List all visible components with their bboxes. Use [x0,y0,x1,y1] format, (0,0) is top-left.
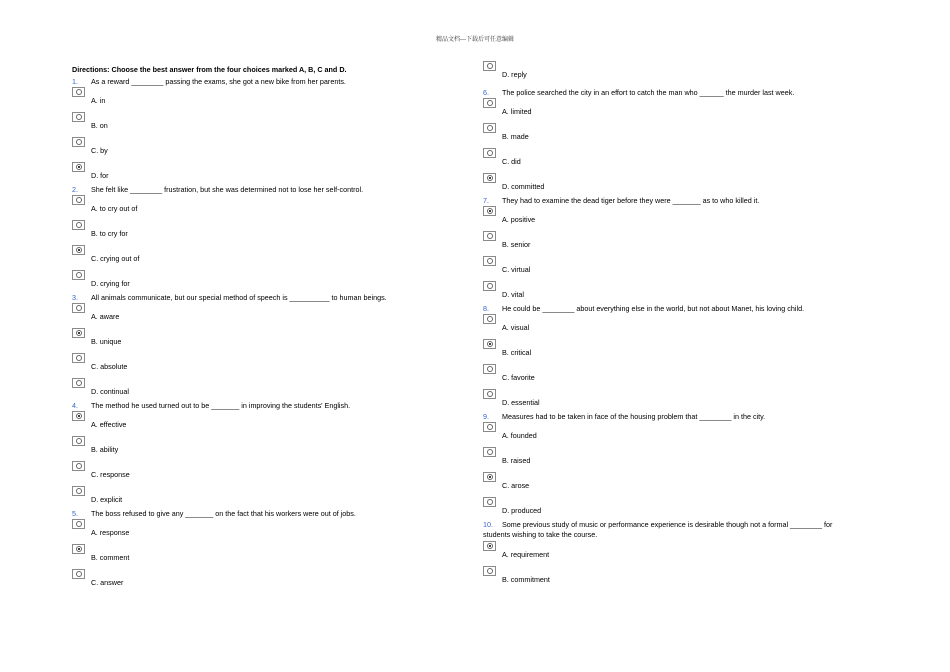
answer-radio-q10-a[interactable] [483,541,496,551]
option-label: B. senior [502,240,531,249]
radio-circle-icon [76,355,82,361]
question-stem: They had to examine the dead tiger before they were _______ as to who killed it. [502,196,760,205]
radio-circle-icon [487,499,493,505]
question-number: 4. [72,401,78,410]
radio-circle-icon [76,571,82,577]
option-label: D. committed [502,182,545,191]
option-label: B. raised [502,456,531,465]
option-label: D. reply [502,70,527,79]
answer-radio-q3-b[interactable] [72,328,85,338]
radio-circle-icon [76,305,82,311]
answer-radio-q1-a[interactable] [72,87,85,97]
question-number: 5. [72,509,78,518]
question-number: 9. [483,412,489,421]
answer-radio-q6-a[interactable] [483,98,496,108]
radio-circle-icon [76,521,82,527]
option-label: B. on [91,121,108,130]
question-stem: All animals communicate, but our special method of speech is __________ to human beings. [91,293,387,302]
radio-circle-icon [76,330,82,336]
radio-circle-icon [76,222,82,228]
option-label: D. vital [502,290,524,299]
radio-circle-icon [487,474,493,480]
radio-circle-icon [76,197,82,203]
answer-radio-q4-b[interactable] [72,436,85,446]
option-label: B. unique [91,337,122,346]
option-label: B. commitment [502,575,550,584]
radio-circle-icon [487,233,493,239]
answer-radio-q5-d[interactable] [483,61,496,71]
answer-radio-q7-c[interactable] [483,256,496,266]
option-label: C. response [91,470,130,479]
page-header: 精品文档---下载后可任意编辑 [435,36,515,43]
question-text-continued: students wishing to take the course. [483,530,598,539]
option-label: D. crying for [91,279,130,288]
answer-radio-q2-a[interactable] [72,195,85,205]
radio-circle-icon [76,488,82,494]
radio-circle-icon [76,247,82,253]
answer-radio-q4-d[interactable] [72,486,85,496]
answer-radio-q1-c[interactable] [72,137,85,147]
answer-radio-q6-c[interactable] [483,148,496,158]
option-label: A. founded [502,431,537,440]
answer-radio-q7-b[interactable] [483,231,496,241]
option-label: D. continual [91,387,129,396]
answer-radio-q1-d[interactable] [72,162,85,172]
question-stem: She felt like ________ frustration, but she was determined not to lose her self-control. [91,185,364,194]
answer-radio-q6-b[interactable] [483,123,496,133]
question-stem: The method he used turned out to be _______ in improving the students' English. [91,401,351,410]
question-text [72,185,363,194]
answer-radio-q1-b[interactable] [72,112,85,122]
answer-radio-q4-c[interactable] [72,461,85,471]
radio-circle-icon [76,139,82,145]
answer-radio-q2-b[interactable] [72,220,85,230]
question-stem: Measures had to be taken in face of the housing problem that ________ in the city. [502,412,766,421]
radio-circle-icon [76,272,82,278]
radio-circle-icon [487,391,493,397]
option-label: A. response [91,528,130,537]
option-label: A. effective [91,420,127,429]
answer-radio-q2-d[interactable] [72,270,85,280]
option-label: B. ability [91,445,119,454]
question-number: 7. [483,196,489,205]
radio-circle-icon [487,208,493,214]
option-label: B. comment [91,553,130,562]
question-stem: As a reward ________ passing the exams, she got a new bike from her parents. [91,77,346,86]
question-text [483,196,759,205]
answer-radio-q10-b[interactable] [483,566,496,576]
option-label: D. essential [502,398,540,407]
question-text [483,88,794,97]
answer-radio-q8-b[interactable] [483,339,496,349]
answer-radio-q9-c[interactable] [483,472,496,482]
question-number: 2. [72,185,78,194]
option-label: A. limited [502,107,532,116]
radio-circle-icon [487,568,493,574]
radio-circle-icon [487,150,493,156]
radio-circle-icon [487,424,493,430]
question-stem: He could be ________ about everything else in the world, but not about Manet, his loving child. [502,304,805,313]
option-label: C. answer [91,578,124,587]
radio-circle-icon [487,258,493,264]
answer-radio-q9-b[interactable] [483,447,496,457]
answer-radio-q9-d[interactable] [483,497,496,507]
question-number: 1. [72,77,78,86]
radio-circle-icon [76,546,82,552]
answer-radio-q3-a[interactable] [72,303,85,313]
question-text [483,412,765,421]
radio-circle-icon [76,413,82,419]
option-label: B. to cry for [91,229,128,238]
directions-text: Directions: Choose the best answer from the four choices marked A, B, C and D. [72,65,347,74]
radio-circle-icon [76,89,82,95]
answer-radio-q8-d[interactable] [483,389,496,399]
question-text [72,509,356,518]
question-text [483,304,804,313]
radio-circle-icon [487,125,493,131]
option-label: C. did [502,157,521,166]
answer-radio-q8-a[interactable] [483,314,496,324]
question-stem: The boss refused to give any _______ on the fact that his workers were out of jobs. [91,509,356,518]
question-text [72,293,387,302]
radio-circle-icon [487,341,493,347]
radio-circle-icon [76,438,82,444]
option-label: D. produced [502,506,542,515]
answer-radio-q9-a[interactable] [483,422,496,432]
option-label: C. absolute [91,362,128,371]
radio-circle-icon [487,316,493,322]
option-label: C. favorite [502,373,535,382]
answer-radio-q3-c[interactable] [72,353,85,363]
option-label: C. virtual [502,265,531,274]
radio-circle-icon [487,366,493,372]
option-label: A. positive [502,215,536,224]
option-label: A. in [91,96,106,105]
option-label: B. made [502,132,529,141]
radio-circle-icon [487,543,493,549]
question-text [72,77,346,86]
answer-radio-q8-c[interactable] [483,364,496,374]
answer-radio-q5-c[interactable] [72,569,85,579]
radio-circle-icon [487,100,493,106]
question-number: 10. [483,520,493,529]
radio-circle-icon [487,283,493,289]
option-label: A. aware [91,312,120,321]
question-stem: Some previous study of music or performance experience is desirable though not a formal ________ for [502,520,833,529]
option-label: C. arose [502,481,530,490]
answer-radio-q5-b[interactable] [72,544,85,554]
radio-circle-icon [76,114,82,120]
option-label: B. critical [502,348,532,357]
question-text [72,401,350,410]
option-label: A. visual [502,323,530,332]
option-label: C. by [91,146,108,155]
option-label: D. explicit [91,495,123,504]
radio-circle-icon [487,63,493,69]
question-stem: The police searched the city in an effort to catch the man who ______ the murder last week. [502,88,795,97]
option-label: C. crying out of [91,254,140,263]
answer-radio-q4-a[interactable] [72,411,85,421]
answer-radio-q5-a[interactable] [72,519,85,529]
answer-radio-q6-d[interactable] [483,173,496,183]
option-label: A. requirement [502,550,550,559]
radio-circle-icon [76,380,82,386]
question-text [483,520,832,529]
radio-circle-icon [76,164,82,170]
answer-radio-q3-d[interactable] [72,378,85,388]
option-label: A. to cry out of [91,204,138,213]
answer-radio-q2-c[interactable] [72,245,85,255]
radio-circle-icon [487,449,493,455]
answer-radio-q7-a[interactable] [483,206,496,216]
question-number: 3. [72,293,78,302]
radio-circle-icon [76,463,82,469]
question-number: 8. [483,304,489,313]
question-number: 6. [483,88,489,97]
answer-radio-q7-d[interactable] [483,281,496,291]
radio-circle-icon [487,175,493,181]
option-label: D. for [91,171,109,180]
